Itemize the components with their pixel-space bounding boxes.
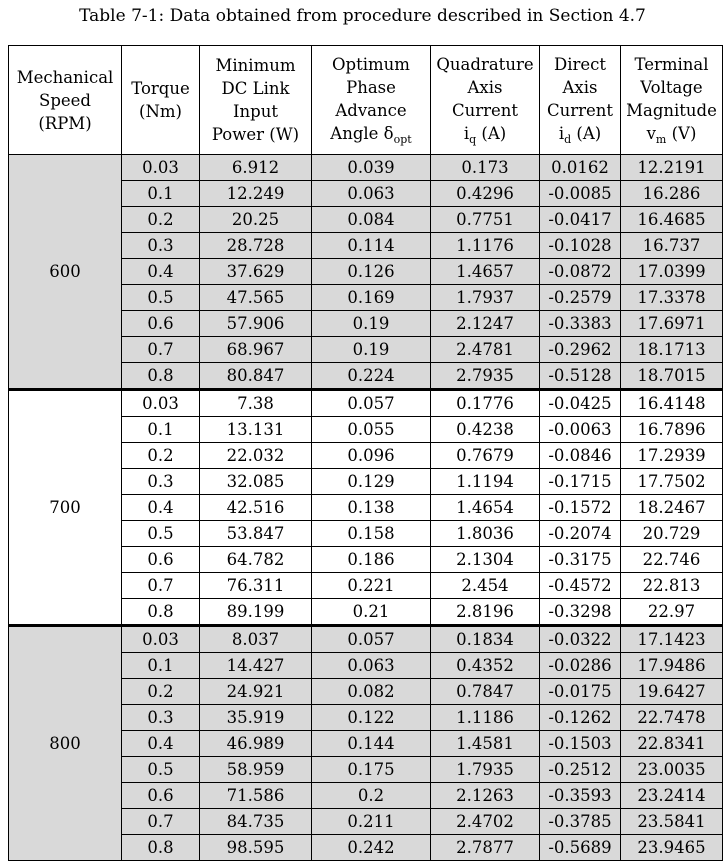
iq-cell: 2.1304 xyxy=(431,547,540,573)
torque-cell: 0.03 xyxy=(122,626,200,653)
phase-angle-cell: 0.242 xyxy=(312,835,431,861)
vm-cell: 17.0399 xyxy=(621,259,723,285)
iq-cell: 0.1776 xyxy=(431,390,540,417)
speed-group-600 xyxy=(9,155,723,390)
id-cell: -0.1715 xyxy=(540,469,621,495)
phase-angle-cell: 0.169 xyxy=(312,285,431,311)
phase-angle-cell: 0.057 xyxy=(312,626,431,653)
header-id-symbol: i xyxy=(558,124,565,143)
phase-angle-cell: 0.122 xyxy=(312,705,431,731)
iq-cell: 2.1263 xyxy=(431,783,540,809)
power-cell: 58.959 xyxy=(200,757,312,783)
iq-cell: 1.1186 xyxy=(431,705,540,731)
id-cell: -0.3175 xyxy=(540,547,621,573)
vm-cell: 23.0035 xyxy=(621,757,723,783)
vm-cell: 17.7502 xyxy=(621,469,723,495)
phase-angle-cell: 0.221 xyxy=(312,573,431,599)
phase-angle-cell: 0.19 xyxy=(312,311,431,337)
phase-angle-cell: 0.126 xyxy=(312,259,431,285)
phase-angle-cell: 0.144 xyxy=(312,731,431,757)
header-power-line: Power (W) xyxy=(211,125,300,144)
torque-cell: 0.8 xyxy=(122,835,200,861)
power-cell: 71.586 xyxy=(200,783,312,809)
iq-cell: 1.4657 xyxy=(431,259,540,285)
torque-cell: 0.4 xyxy=(122,259,200,285)
iq-cell: 0.7847 xyxy=(431,679,540,705)
iq-cell: 1.7937 xyxy=(431,285,540,311)
header-torque xyxy=(122,46,200,155)
vm-cell: 16.737 xyxy=(621,233,723,259)
iq-cell: 0.4296 xyxy=(431,181,540,207)
power-cell: 98.595 xyxy=(200,835,312,861)
iq-cell: 2.4781 xyxy=(431,337,540,363)
header-power-line: Input xyxy=(233,102,278,121)
vm-cell: 18.7015 xyxy=(621,363,723,390)
phase-angle-cell: 0.138 xyxy=(312,495,431,521)
header-angle-line: Optimum xyxy=(332,55,410,74)
torque-cell: 0.5 xyxy=(122,521,200,547)
id-cell: -0.0286 xyxy=(540,653,621,679)
vm-cell: 22.813 xyxy=(621,573,723,599)
vm-cell: 22.746 xyxy=(621,547,723,573)
torque-cell: 0.7 xyxy=(122,337,200,363)
torque-cell: 0.8 xyxy=(122,363,200,390)
torque-cell: 0.7 xyxy=(122,809,200,835)
header-power-line: Minimum xyxy=(215,56,296,75)
speed-cell: 700 xyxy=(9,390,122,626)
phase-angle-cell: 0.063 xyxy=(312,653,431,679)
power-cell: 28.728 xyxy=(200,233,312,259)
vm-cell: 16.286 xyxy=(621,181,723,207)
phase-angle-cell: 0.063 xyxy=(312,181,431,207)
torque-cell: 0.1 xyxy=(122,417,200,443)
torque-cell: 0.4 xyxy=(122,731,200,757)
iq-cell: 1.7935 xyxy=(431,757,540,783)
header-id-line: Current xyxy=(546,101,614,120)
header-power xyxy=(200,46,312,155)
power-cell: 24.921 xyxy=(200,679,312,705)
phase-angle-cell: 0.055 xyxy=(312,417,431,443)
torque-cell: 0.03 xyxy=(122,155,200,181)
header-iq-subscript: q xyxy=(469,133,477,146)
id-cell: -0.0417 xyxy=(540,207,621,233)
id-cell: -0.1262 xyxy=(540,705,621,731)
power-cell: 6.912 xyxy=(200,155,312,181)
id-cell: -0.1028 xyxy=(540,233,621,259)
header-speed xyxy=(9,46,122,155)
header-angle xyxy=(312,46,431,155)
header-id xyxy=(540,46,621,155)
vm-cell: 23.2414 xyxy=(621,783,723,809)
id-cell: -0.1572 xyxy=(540,495,621,521)
power-cell: 32.085 xyxy=(200,469,312,495)
speed-group-700 xyxy=(9,390,723,626)
power-cell: 12.249 xyxy=(200,181,312,207)
power-cell: 20.25 xyxy=(200,207,312,233)
id-cell: -0.2074 xyxy=(540,521,621,547)
header-id-line xyxy=(540,122,620,147)
phase-angle-cell: 0.114 xyxy=(312,233,431,259)
vm-cell: 23.9465 xyxy=(621,835,723,861)
power-cell: 64.782 xyxy=(200,547,312,573)
vm-cell: 18.2467 xyxy=(621,495,723,521)
iq-cell: 0.4352 xyxy=(431,653,540,679)
torque-cell: 0.2 xyxy=(122,679,200,705)
id-cell: -0.2579 xyxy=(540,285,621,311)
header-id-subscript: d xyxy=(564,133,572,146)
iq-cell: 1.1176 xyxy=(431,233,540,259)
id-cell: 0.0162 xyxy=(540,155,621,181)
header-vm-subscript: m xyxy=(655,133,667,146)
phase-angle-cell: 0.2 xyxy=(312,783,431,809)
header-angle-subscript: opt xyxy=(393,133,412,146)
id-cell: -0.0085 xyxy=(540,181,621,207)
power-cell: 68.967 xyxy=(200,337,312,363)
id-cell: -0.0846 xyxy=(540,443,621,469)
phase-angle-cell: 0.186 xyxy=(312,547,431,573)
header-id-unit: (A) xyxy=(571,124,602,143)
iq-cell: 1.8036 xyxy=(431,521,540,547)
power-cell: 89.199 xyxy=(200,599,312,626)
header-speed-line: Mechanical xyxy=(16,67,114,87)
torque-cell: 0.7 xyxy=(122,573,200,599)
torque-cell: 0.3 xyxy=(122,705,200,731)
table-row xyxy=(9,626,723,653)
header-iq-line: Current xyxy=(451,101,519,120)
vm-cell: 17.6971 xyxy=(621,311,723,337)
id-cell: -0.3785 xyxy=(540,809,621,835)
vm-cell: 22.97 xyxy=(621,599,723,626)
id-cell: -0.3593 xyxy=(540,783,621,809)
power-cell: 53.847 xyxy=(200,521,312,547)
header-iq-line: Quadrature xyxy=(436,55,534,74)
table-row xyxy=(9,155,723,181)
header-power-line: DC Link xyxy=(221,79,290,98)
vm-cell: 16.7896 xyxy=(621,417,723,443)
header-angle-line: Advance xyxy=(335,101,407,120)
header-angle-symbol: Angle δ xyxy=(330,124,394,143)
header-angle-line xyxy=(312,122,430,147)
header-vm-line: Voltage xyxy=(640,78,703,97)
vm-cell: 19.6427 xyxy=(621,679,723,705)
table-header xyxy=(9,46,723,155)
header-iq-line: Axis xyxy=(467,78,503,97)
power-cell: 14.427 xyxy=(200,653,312,679)
header-vm-line xyxy=(621,122,722,147)
speed-group-800 xyxy=(9,626,723,861)
id-cell: -0.0425 xyxy=(540,390,621,417)
table-row xyxy=(9,390,723,417)
power-cell: 42.516 xyxy=(200,495,312,521)
vm-cell: 17.9486 xyxy=(621,653,723,679)
power-cell: 47.565 xyxy=(200,285,312,311)
iq-cell: 2.7877 xyxy=(431,835,540,861)
header-torque-line: Torque xyxy=(131,79,190,98)
id-cell: -0.5689 xyxy=(540,835,621,861)
iq-cell: 0.4238 xyxy=(431,417,540,443)
header-id-line: Axis xyxy=(562,78,598,97)
id-cell: -0.2512 xyxy=(540,757,621,783)
power-cell: 8.037 xyxy=(200,626,312,653)
torque-cell: 0.3 xyxy=(122,233,200,259)
power-cell: 80.847 xyxy=(200,363,312,390)
power-cell: 35.919 xyxy=(200,705,312,731)
torque-cell: 0.5 xyxy=(122,757,200,783)
iq-cell: 2.8196 xyxy=(431,599,540,626)
torque-cell: 0.1 xyxy=(122,181,200,207)
header-iq-unit: (A) xyxy=(476,124,507,143)
power-cell: 76.311 xyxy=(200,573,312,599)
power-cell: 7.38 xyxy=(200,390,312,417)
id-cell: -0.3383 xyxy=(540,311,621,337)
id-cell: -0.1503 xyxy=(540,731,621,757)
id-cell: -0.0322 xyxy=(540,626,621,653)
id-cell: -0.2962 xyxy=(540,337,621,363)
torque-cell: 0.8 xyxy=(122,599,200,626)
phase-angle-cell: 0.175 xyxy=(312,757,431,783)
power-cell: 22.032 xyxy=(200,443,312,469)
power-cell: 46.989 xyxy=(200,731,312,757)
torque-cell: 0.1 xyxy=(122,653,200,679)
header-vm xyxy=(621,46,723,155)
iq-cell: 2.4702 xyxy=(431,809,540,835)
phase-angle-cell: 0.096 xyxy=(312,443,431,469)
phase-angle-cell: 0.158 xyxy=(312,521,431,547)
header-iq-symbol: i xyxy=(463,124,470,143)
torque-cell: 0.03 xyxy=(122,390,200,417)
id-cell: -0.3298 xyxy=(540,599,621,626)
torque-cell: 0.2 xyxy=(122,207,200,233)
header-vm-unit: (V) xyxy=(666,124,697,143)
vm-cell: 20.729 xyxy=(621,521,723,547)
power-cell: 37.629 xyxy=(200,259,312,285)
power-cell: 13.131 xyxy=(200,417,312,443)
iq-cell: 0.7751 xyxy=(431,207,540,233)
torque-cell: 0.6 xyxy=(122,783,200,809)
iq-cell: 2.1247 xyxy=(431,311,540,337)
phase-angle-cell: 0.129 xyxy=(312,469,431,495)
torque-cell: 0.6 xyxy=(122,311,200,337)
torque-cell: 0.5 xyxy=(122,285,200,311)
header-vm-line: Magnitude xyxy=(626,101,717,120)
iq-cell: 1.4654 xyxy=(431,495,540,521)
header-vm-line: Terminal xyxy=(634,55,709,74)
vm-cell: 17.1423 xyxy=(621,626,723,653)
phase-angle-cell: 0.084 xyxy=(312,207,431,233)
vm-cell: 17.2939 xyxy=(621,443,723,469)
header-row xyxy=(9,46,723,155)
vm-cell: 12.2191 xyxy=(621,155,723,181)
iq-cell: 1.4581 xyxy=(431,731,540,757)
header-iq-line xyxy=(431,122,539,147)
torque-cell: 0.4 xyxy=(122,495,200,521)
header-speed-line: Speed xyxy=(39,90,91,110)
header-iq xyxy=(431,46,540,155)
vm-cell: 23.5841 xyxy=(621,809,723,835)
power-cell: 84.735 xyxy=(200,809,312,835)
phase-angle-cell: 0.211 xyxy=(312,809,431,835)
header-vm-symbol: v xyxy=(646,124,656,143)
vm-cell: 17.3378 xyxy=(621,285,723,311)
speed-cell: 600 xyxy=(9,155,122,390)
header-speed-line: (RPM) xyxy=(38,113,92,133)
power-cell: 57.906 xyxy=(200,311,312,337)
speed-cell: 800 xyxy=(9,626,122,861)
iq-cell: 0.173 xyxy=(431,155,540,181)
torque-cell: 0.6 xyxy=(122,547,200,573)
vm-cell: 16.4148 xyxy=(621,390,723,417)
id-cell: -0.0175 xyxy=(540,679,621,705)
header-angle-line: Phase xyxy=(346,78,396,97)
vm-cell: 18.1713 xyxy=(621,337,723,363)
torque-cell: 0.3 xyxy=(122,469,200,495)
id-cell: -0.0063 xyxy=(540,417,621,443)
phase-angle-cell: 0.224 xyxy=(312,363,431,390)
iq-cell: 2.7935 xyxy=(431,363,540,390)
table-caption: Table 7-1: Data obtained from procedure described in Section 4.7 xyxy=(79,6,646,26)
header-id-line: Direct xyxy=(553,55,607,74)
vm-cell: 16.4685 xyxy=(621,207,723,233)
data-table xyxy=(8,45,723,861)
header-torque-line: (Nm) xyxy=(139,102,182,121)
iq-cell: 2.454 xyxy=(431,573,540,599)
id-cell: -0.5128 xyxy=(540,363,621,390)
torque-cell: 0.2 xyxy=(122,443,200,469)
id-cell: -0.4572 xyxy=(540,573,621,599)
iq-cell: 0.1834 xyxy=(431,626,540,653)
phase-angle-cell: 0.039 xyxy=(312,155,431,181)
phase-angle-cell: 0.082 xyxy=(312,679,431,705)
iq-cell: 0.7679 xyxy=(431,443,540,469)
id-cell: -0.0872 xyxy=(540,259,621,285)
vm-cell: 22.8341 xyxy=(621,731,723,757)
phase-angle-cell: 0.19 xyxy=(312,337,431,363)
iq-cell: 1.1194 xyxy=(431,469,540,495)
phase-angle-cell: 0.057 xyxy=(312,390,431,417)
phase-angle-cell: 0.21 xyxy=(312,599,431,626)
vm-cell: 22.7478 xyxy=(621,705,723,731)
